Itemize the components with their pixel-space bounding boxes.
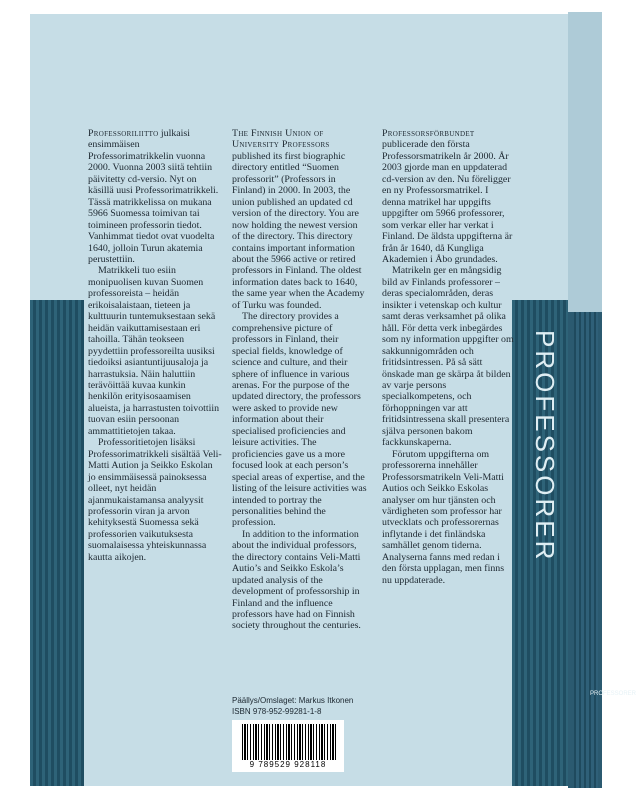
finnish-lead: Professoriliitto (88, 128, 159, 139)
swedish-lead: Professorsförbundet (382, 128, 475, 139)
isbn-text: ISBN 978-952-99281-1-8 (232, 707, 322, 716)
cover-designer-credit: Päällys/Omslaget: Markus Itkonen (232, 696, 354, 705)
barcode-bars (242, 724, 336, 760)
barcode-number: 9 789529 928118 (249, 760, 327, 769)
english-paragraph-1: The Finnish Union of University Professors published its first biographic directory entitled “Suomen professorit” (Professors in Finland) in 2000. In 2003, the union published an updated cd version of the directory. You are now holding the newest version of the directory. This directory contains important information about the 5966 active or retired professors in Finland. The oldest information dates back to 1640, the same year when the Academy of Turku was founded. (232, 128, 365, 311)
english-paragraph-3: In addition to the information about the individual professors, the directory contains Veli-Matti Autio’s and Seikko Eskola’s updated analysis of the development of professorship in Finland and the influence professors have had on Finnish society throughout the centuries. (232, 528, 361, 632)
spine-title: PROFESSORER (530, 330, 560, 563)
english-paragraph-2: The directory provides a comprehensive picture of professors in Finland, their special fields, knowledge of science and culture, and their sphere of influence in various arenas. For the purpose of the updated directory, the professors were asked to provide new information about their specialised proficiencies and leisure activities. The proficiencies gave us a more focused look at each person’s special areas of expertise, and the listing of the leisure activities was intended to portray the personalities behind the profession. (232, 311, 367, 529)
cover-stripes-left (30, 300, 84, 786)
finnish-paragraph-2: Matrikkeli tuo esiin monipuolisen kuvan Suomen professoreista – heidän erikoisalaistaan, tieteen ja kulttuurin tuntemuksestaan sekä heidän vaikuttamisestaan eri tahoilla. Tähän teokseen pyydettiin professoreilta uusiksi tiedoiksi asiantuntijuusaloja ja harrastuksia. Näin haluttiin terävöittää kuvaa kunkin henkilön erityisosaamisen alueista, ja harrastusten toivottiin tuovan esiin persoonan ammattitietojen takaa. (88, 265, 220, 437)
finnish-text-column (88, 128, 222, 563)
cover-credits (232, 695, 372, 717)
spine-light-band (568, 12, 602, 312)
swedish-text-column (382, 128, 514, 586)
english-text-column (232, 128, 368, 632)
spine-publisher-logo: PROFESSORER (590, 691, 636, 697)
swedish-paragraph-3: Förutom uppgifterna om professorerna innehåller Professorsmatrikeln Veli-Matti Autios och Seikko Eskolas analyser om hur tjänsten och värdigheten som professor har utvecklats och professorernas inflytande i det finländska samhället genom tiderna. Analyserna fanns med redan i den första upplagan, men finns nu uppdaterade. (382, 448, 505, 586)
finnish-paragraph-3: Professoritietojen lisäksi Professorimatrikkeli sisältää Veli-Matti Aution ja Seikko Eskolan jo ensimmäisessä painoksessa olleet, nyt heidän ajanmukaistamansa analyysit professorin viran ja arvon kehityksestä Suomessa sekä professorien vaikutuksesta suomalaisessa yhteiskunnassa kautta aikojen. (88, 437, 222, 563)
barcode-label (232, 720, 344, 772)
swedish-paragraph-2: Matrikeln ger en mångsidig bild av Finlands professorer – deras specialområden, deras insikter i vetenskap och kultur samt deras verksamhet på olika håll. För detta verk inbegärdes som ny information uppgifter om sakkunnigområden och fritidsintressen. På så sätt önskade man ge skärpa åt bilden av varje persons specialkompetens, och förhoppningen var att fritidsintressena skall presentera själva personen bakom fackkunskaperna. (382, 265, 514, 449)
finnish-paragraph-1: Professoriliitto julkaisi ensimmäisen Professorimatrikkelin vuonna 2000. Vuonna 2003 siitä tehtiin päivitetty cd-versio. Nyt on käsillä uusi Professorimatrikkeli. Tässä matrikkelissa on mukana 5966 Suomessa toimivan tai toimineen professorin tiedot. Vanhimmat tiedot ovat vuodelta 1640, jolloin Turun akatemia perustettiin. (88, 128, 219, 265)
swedish-paragraph-1: Professorsförbundet publicerade den första Professorsmatrikeln år 2000. År 2003 gjorde man en uppdaterad cd-version av den. Nu föreligger en ny Professorsmatrikel. I denna matrikel har uppgifts uppgifter om 5966 professorer, som verkar eller har verkat i Finland. De äldsta uppgifterna är från år 1640, då Kungliga Akademien i Åbo grundades. (382, 128, 513, 265)
english-lead: The Finnish Union of University Professors (232, 128, 330, 151)
book-spine (568, 12, 602, 788)
